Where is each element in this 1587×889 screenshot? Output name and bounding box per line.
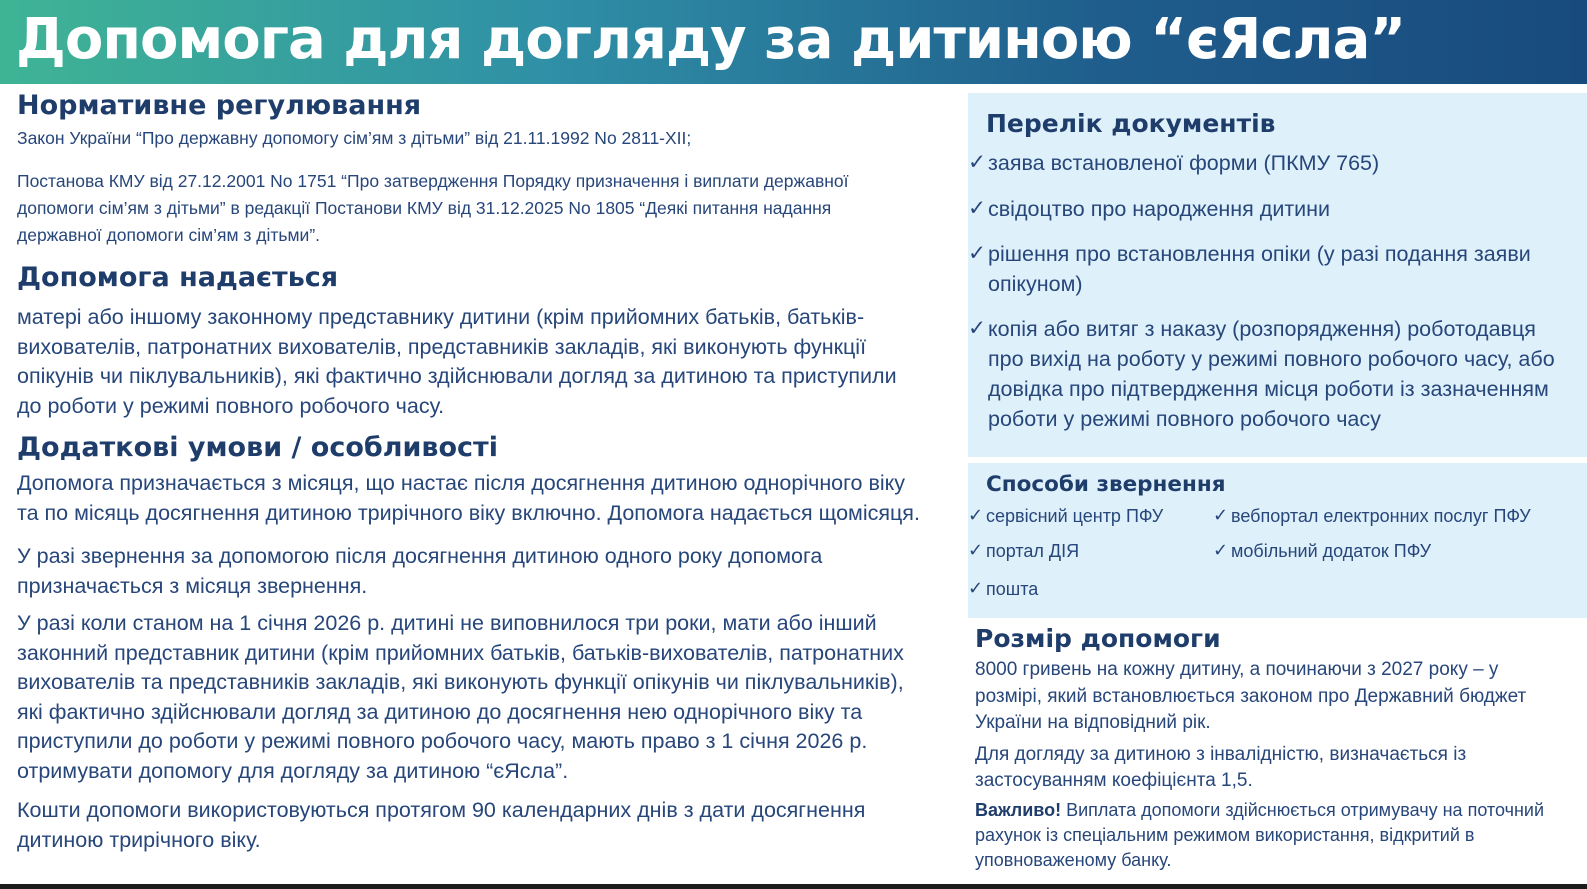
document-item xyxy=(968,148,1578,178)
amount-heading: Розмір допомоги xyxy=(975,624,1221,653)
method-item-label: пошта xyxy=(986,579,1039,599)
provided-line: опікунів чи піклувальників), які фактично здійснювали догляд за дитиною та приступили xyxy=(17,364,897,388)
method-item-label: вебпортал електронних послуг ПФУ xyxy=(1231,506,1531,526)
important-note xyxy=(975,798,1580,873)
conditions-paragraph-3 xyxy=(17,609,942,786)
important-line: уповноваженому банку. xyxy=(975,849,1172,870)
conditions-line: призначається з місяця звернення. xyxy=(17,573,368,598)
checkmark-icon: ✓ xyxy=(968,316,987,341)
method-item xyxy=(1213,504,1583,528)
methods-panel xyxy=(968,463,1587,618)
regulation-law: Закон України “Про державну допомогу сім’ям з дітьми” від 21.11.1992 No 2811-XII; xyxy=(17,128,692,148)
method-item-label: сервісний центр ПФУ xyxy=(986,506,1164,526)
method-item xyxy=(1213,539,1583,563)
document-item-label: роботи у режимі повного робочого часу xyxy=(988,407,1381,431)
provided-line: матері або іншому законному представнику дитини (крім прийомних батьків, батьків- xyxy=(17,305,865,329)
amount-text-1 xyxy=(975,657,1580,737)
amount-line: Для догляду за дитиною з інвалідністю, визначається із xyxy=(975,743,1467,765)
conditions-paragraph-1 xyxy=(17,469,942,528)
amount-line: розмірі, який встановлюється законом про Державний бюджет xyxy=(975,685,1527,707)
conditions-line: приступили до роботи у режимі повного робочого часу, мають право з 1 січня 2026 р. xyxy=(17,729,868,753)
document-item xyxy=(968,194,1578,224)
title-banner xyxy=(0,0,1587,84)
important-line xyxy=(975,798,1580,823)
regulation-resolution-line: державної допомоги сім’ям з дітьми”. xyxy=(17,225,321,245)
left-column xyxy=(17,86,942,855)
document-item-label: заява встановленої форми (ПКМУ 765) xyxy=(988,151,1380,175)
conditions-line: У разі звернення за допомогою після досягнення дитиною одного року допомога xyxy=(17,544,823,568)
conditions-line: та по місяць досягнення дитиною трирічного віку включно. Допомога надається щомісяця. xyxy=(17,500,920,525)
document-item xyxy=(968,314,1583,434)
regulation-resolution xyxy=(17,168,942,249)
regulation-heading: Нормативне регулювання xyxy=(17,90,422,121)
checkmark-icon: ✓ xyxy=(1213,540,1229,561)
conditions-line: Допомога призначається з місяця, що настає після досягнення дитиною однорічного віку xyxy=(17,471,906,495)
conditions-line: Кошти допомоги використовуються протягом 90 календарних днів з дати досягнення xyxy=(17,798,866,822)
document-item-label: свідоцтво про народження дитини xyxy=(988,197,1331,221)
amount-text-2 xyxy=(975,742,1580,795)
provided-line: вихователів, патронатних вихователів, представників закладів, які виконують функції xyxy=(17,334,867,359)
amount-section xyxy=(975,623,1580,873)
important-line: рахунок із спеціальним режимом використання, відкритий в xyxy=(975,824,1475,845)
provided-text xyxy=(17,303,942,421)
page-title: Допомога для догляду за дитиною “єЯсла” xyxy=(16,7,1406,72)
checkmark-icon: ✓ xyxy=(968,150,987,175)
document-item-label: опікуном) xyxy=(988,272,1083,296)
document-item-label: про вихід на роботу у режимі повного робочого часу, або xyxy=(988,347,1555,371)
provided-heading: Допомога надається xyxy=(17,262,339,293)
amount-line: застосуванням коефіцієнта 1,5. xyxy=(975,770,1253,791)
important-text: Виплата допомоги здійснюється отримувачу на поточний xyxy=(1061,799,1545,820)
method-item xyxy=(968,504,1208,528)
checkmark-icon: ✓ xyxy=(968,578,984,599)
conditions-paragraph-2 xyxy=(17,542,942,601)
bottom-divider xyxy=(0,884,1587,889)
method-item-label: портал ДІЯ xyxy=(986,541,1080,561)
method-item xyxy=(968,577,1208,601)
methods-heading: Способи звернення xyxy=(986,472,1226,497)
method-item-label: мобільний додаток ПФУ xyxy=(1231,541,1432,561)
conditions-line: дитиною трирічного віку. xyxy=(17,827,261,852)
document-item-label: копія або витяг з наказу (розпорядження) роботодавця xyxy=(988,317,1536,341)
checkmark-icon: ✓ xyxy=(1213,505,1229,526)
document-item-label: довідка про підтвердження місця роботи із зазначенням xyxy=(988,377,1549,401)
provided-line: до роботи у режимі повного робочого часу. xyxy=(17,393,445,418)
method-item xyxy=(968,539,1208,563)
regulation-resolution-line: Постанова КМУ від 27.12.2001 No 1751 “Про затвердження Порядку призначення і виплати державної xyxy=(17,171,849,191)
checkmark-icon: ✓ xyxy=(968,241,987,266)
conditions-line: які фактично здійснювали догляд за дитиною до досягнення нею однорічного віку та xyxy=(17,699,863,724)
document-item xyxy=(968,239,1578,299)
conditions-heading: Додаткові умови / особливості xyxy=(17,432,498,463)
conditions-line: У разі коли станом на 1 січня 2026 р. дитині не виповнилося три роки, мати або інший xyxy=(17,611,877,635)
conditions-line: отримувати допомогу для догляду за дитиною “єЯсла”. xyxy=(17,758,569,783)
conditions-paragraph-4 xyxy=(17,796,942,855)
documents-panel xyxy=(968,93,1587,457)
important-label: Важливо! xyxy=(975,799,1062,820)
checkmark-icon: ✓ xyxy=(968,505,984,526)
documents-heading: Перелік документів xyxy=(986,109,1276,138)
checkmark-icon: ✓ xyxy=(968,540,984,561)
conditions-line: вихователів та представників закладів, які виконують функції опікунів чи піклувальників), xyxy=(17,670,904,694)
regulation-resolution-line: допомоги сім’ям з дітьми” в редакції Постанови КМУ від 31.12.2025 No 1805 “Деякі питання надання xyxy=(17,198,832,218)
checkmark-icon: ✓ xyxy=(968,196,987,221)
amount-line: України на відповідний рік. xyxy=(975,712,1211,733)
document-item-label: рішення про встановлення опіки (у разі подання заяви xyxy=(988,242,1531,266)
conditions-line: законний представник дитини (крім прийомних батьків, батьків-вихователів, патронатних xyxy=(17,640,904,665)
amount-line: 8000 гривень на кожну дитину, а починаючи з 2027 року – у xyxy=(975,659,1499,680)
